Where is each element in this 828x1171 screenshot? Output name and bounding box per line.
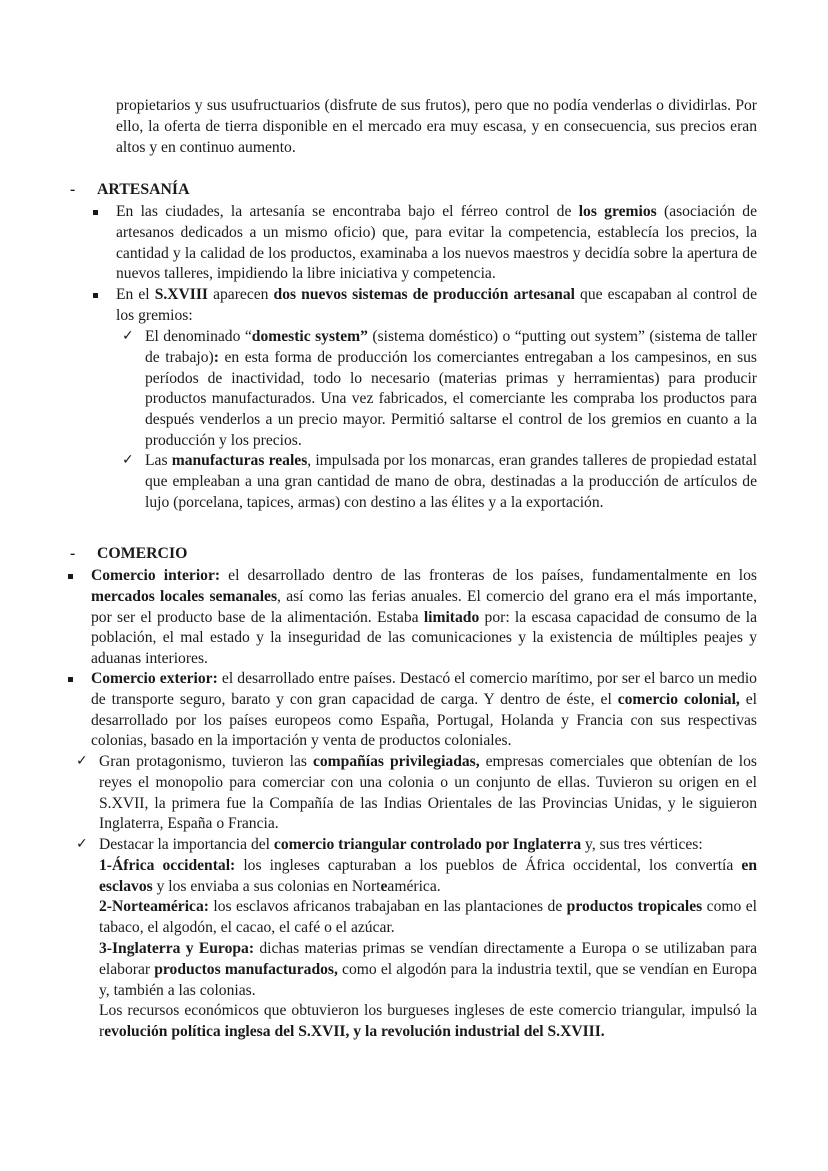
- text-run: (sistema doméstico) o “putting out system” (sistema de taller de trabajo): [145, 328, 757, 366]
- artesania-bullet-2: [116, 285, 757, 327]
- text-run: los esclavos africanos trabajaban en las plantaciones de: [208, 898, 567, 916]
- text-run: aparecen: [208, 286, 274, 303]
- bold-run: dos nuevos sistemas de producción artesanal: [273, 286, 575, 303]
- bold-run: productos manufacturados,: [154, 960, 338, 978]
- text-run: el desarrollado dentro de las fronteras de los países, fundamentalmente en los: [220, 567, 757, 584]
- bold-run: domestic system”: [251, 328, 368, 345]
- section-heading-comercio: [70, 544, 187, 565]
- text-run: como el algodón para la industria textil, que se vendían en Europa y, también a las colonias.: [99, 960, 757, 999]
- bold-run: comercio colonial,: [617, 690, 740, 708]
- artesania-check-1: [145, 327, 757, 452]
- bold-run: productos tropicales: [566, 898, 703, 916]
- text-run: que escapaban al control de los gremios:: [116, 286, 758, 324]
- text-run: los ingleses capturaban a los pueblos de África occidental, los convertía: [235, 856, 742, 874]
- bold-run: en esclavos: [99, 856, 757, 895]
- bold-run: manufacturas reales: [171, 452, 308, 469]
- bold-run: evolución política inglesa del S.XVII, y la revolución industrial del S.XVIII.: [104, 1023, 605, 1041]
- checkmark-icon: ✓: [76, 753, 88, 769]
- text-run: como el tabaco, el algodón, el cacao, el café o el azúcar.: [99, 898, 757, 937]
- text-run: dichas materias primas se vendían directamente a Europa o se utilizaban para elaborar: [99, 939, 757, 978]
- intro-paragraph: propietarios y sus usufructuarios (disfrute de sus frutos), pero que no podía venderlas o dividirlas. Por ello, la oferta de tierra disponible en el mercado era muy escasa, y en consecuencia, sus precios eran altos y en continuo aumento.: [116, 97, 757, 156]
- artesania-check-2: [145, 451, 757, 513]
- bold-run: S.XVIII: [154, 286, 209, 303]
- bold-run: e: [380, 877, 388, 895]
- section-heading-artesania: [70, 180, 190, 201]
- text-run: el desarrollado por los países europeos como España, Portugal, Holanda y Francia con sus respectivas colonias, basado en la importación y venta de productos coloniales.: [91, 690, 757, 750]
- bold-run: compañías privilegiadas,: [312, 753, 480, 770]
- text-run: el desarrollado entre países. Destacó el comercio marítimo, por ser el barco un medio de transporte seguro, barato y con gran capacidad de carga. Y dentro de éste, el: [91, 670, 757, 708]
- checkmark-icon: ✓: [122, 328, 134, 344]
- bold-run: 2-Norteamérica:: [99, 898, 209, 916]
- comercio-check-triangular: [99, 835, 757, 1043]
- text-run: américa.: [387, 877, 441, 895]
- comercio-check-companias: [99, 752, 757, 835]
- square-bullet-icon: [68, 677, 73, 682]
- triangular-conclusion: [99, 1001, 757, 1043]
- heading-dash: -: [70, 181, 76, 198]
- comercio-exterior-bullet: [91, 669, 757, 752]
- text-run: En las ciudades, la artesanía se encontraba bajo el férreo control de: [116, 203, 579, 220]
- bold-run: limitado: [423, 608, 480, 626]
- text-run: , así como las ferias anuales. El comercio del grano era el más importante, por ser el producto base de la alimentación. Estaba: [91, 587, 758, 626]
- text-run: Destacar la importancia del: [99, 836, 274, 853]
- comercio-interior-bullet: [91, 566, 757, 670]
- text-run: En el: [116, 286, 155, 303]
- artesania-bullet-1: [116, 202, 757, 285]
- text-run: (asociación de artesanos dedicados a un mismo oficio) que, para evitar la competencia, establecía los precios, la cantidad y la calidad de los productos, examinaba a los nuevos maestros y decidía sobre la apertura de nuevos talleres, impidiendo la libre iniciativa y competencia.: [116, 203, 757, 283]
- bold-run: comercio triangular controlado por Inglaterra: [273, 836, 582, 853]
- checkmark-icon: ✓: [122, 452, 134, 468]
- heading-text: COMERCIO: [97, 545, 188, 562]
- vertex-norteamerica: [99, 897, 757, 939]
- checkmark-icon: ✓: [76, 836, 88, 852]
- text-run: , impulsada por los monarcas, eran grandes talleres de propiedad estatal que empleaban a una gran cantidad de mano de obra, destinadas a la producción de artículos de lujo (porcelana, tapices, armas) con destino a las élites y a la exportación.: [145, 452, 757, 511]
- square-bullet-icon: [93, 293, 98, 298]
- vertex-africa: [99, 856, 757, 898]
- bold-run: los gremios: [578, 203, 657, 220]
- bold-run: :: [213, 348, 219, 366]
- text-run: por: la escasa capacidad de consumo de la población, el mal estado y la inseguridad de las comunicaciones y la existencia de múltiples peajes y aduanas interiores.: [91, 608, 757, 668]
- text-run: El denominado “: [145, 328, 252, 345]
- text-run: y, sus tres vértices:: [581, 836, 703, 853]
- triangular-intro: [99, 835, 757, 856]
- text-run: en esta forma de producción los comerciantes entregaban a los campesinos, en sus períodos de inactividad, todo lo necesario (materias primas y herramientas) para producir productos manufacturados. Una vez fabricados, el comerciante les compraba los productos para después venderlos a un precio mayor. Permitió saltarse el control de los gremios en cuanto a la producción y los precios.: [145, 348, 758, 449]
- heading-dash: -: [70, 545, 76, 562]
- square-bullet-icon: [68, 574, 73, 579]
- heading-text: ARTESANÍA: [97, 181, 190, 198]
- vertex-inglaterra-europa: [99, 939, 757, 1001]
- bold-run: Comercio interior:: [91, 567, 221, 584]
- bold-run: 1-África occidental:: [99, 856, 236, 874]
- text-run: empresas comerciales que obtenían de los reyes el monopolio para comerciar con una colonia o un conjunto de ellas. Tuvieron su origen en el S.XVII, la primera fue la Compañía de las Indias Orientales de las Provincias Unidas, y le siguieron Inglaterra, España o Francia.: [99, 753, 757, 833]
- bold-run: mercados locales semanales: [91, 587, 278, 605]
- bold-run: Comercio exterior:: [91, 670, 218, 687]
- bold-run: 3-Inglaterra y Europa:: [99, 939, 255, 957]
- text-run: Gran protagonismo, tuvieron las: [99, 753, 313, 770]
- square-bullet-icon: [93, 210, 98, 215]
- text-run: Los recursos económicos que obtuvieron los burgueses ingleses de este comercio triangular, impulsó la r: [99, 1002, 757, 1041]
- text-run: y los enviaba a sus colonias en Nort: [152, 877, 381, 895]
- text-run: Las: [145, 452, 172, 469]
